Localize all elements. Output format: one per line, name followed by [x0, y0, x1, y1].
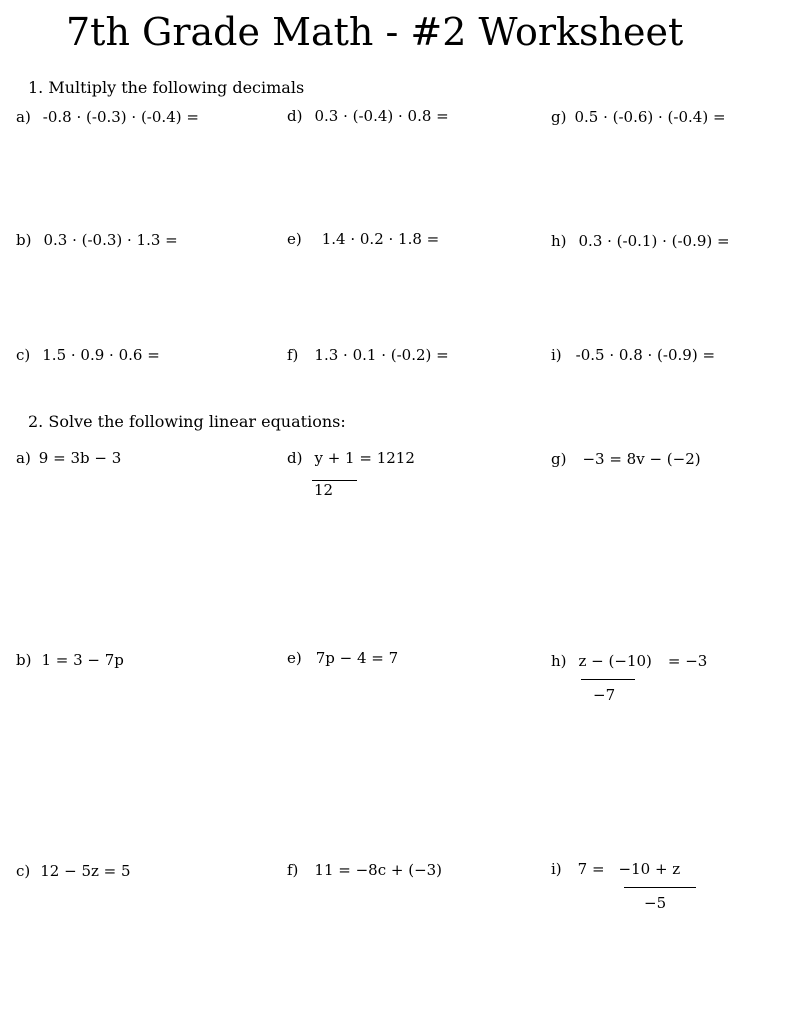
problem-label: b)	[16, 231, 32, 249]
problem-1g	[551, 108, 726, 126]
problem-expression: 1.4 · 0.2 · 1.8 =	[321, 230, 440, 248]
equation-denominator: −5	[644, 894, 667, 912]
problem-expression: 0.3 · (-0.1) · (-0.9) =	[578, 232, 730, 250]
equation-2i	[551, 860, 680, 878]
equation-denominator: 12	[314, 481, 334, 499]
problem-label: e)	[287, 230, 302, 248]
worksheet-title: 7th Grade Math - #2 Worksheet	[66, 10, 684, 54]
problem-label: c)	[16, 346, 31, 364]
equation-2a	[16, 449, 121, 467]
equation-rhs: = −3	[667, 652, 708, 670]
equation-expression: 1 = 3 − 7p	[41, 651, 124, 669]
problem-1f	[287, 346, 449, 364]
equation-expression: 7p − 4 = 7	[315, 649, 399, 667]
problem-label: i)	[551, 346, 562, 364]
section2-heading: 2. Solve the following linear equations:	[28, 412, 346, 431]
problem-1i	[551, 346, 715, 364]
problem-label: h)	[551, 652, 567, 670]
problem-expression: 1.5 · 0.9 · 0.6 =	[42, 346, 160, 364]
problem-expression: 0.5 · (-0.6) · (-0.4) =	[574, 108, 726, 126]
problem-label: c)	[16, 862, 31, 880]
equation-lhs: 7 =	[577, 860, 605, 878]
problem-expression: 0.3 · (-0.3) · 1.3 =	[43, 231, 178, 249]
problem-label: g)	[551, 450, 567, 468]
equation-2g	[551, 450, 701, 468]
problem-expression: 1.3 · 0.1 · (-0.2) =	[314, 346, 449, 364]
problem-expression: 0.3 · (-0.4) · 0.8 =	[314, 107, 449, 125]
problem-label: f)	[287, 346, 299, 364]
equation-2h	[551, 652, 707, 670]
equation-2e	[287, 649, 398, 667]
problem-expression: -0.8 · (-0.3) · (-0.4) =	[42, 108, 199, 126]
problem-1e	[287, 230, 439, 248]
equation-expression: −3 = 8v − (−2)	[582, 450, 701, 468]
problem-1h	[551, 232, 730, 250]
equation-2c	[16, 862, 131, 880]
problem-1a	[16, 108, 199, 126]
equation-denominator: −7	[593, 686, 616, 704]
equation-2b	[16, 651, 124, 669]
fraction-bar	[624, 887, 696, 888]
problem-1c	[16, 346, 160, 364]
equation-expression: 11 = −8c + (−3)	[314, 861, 443, 879]
equation-2d	[287, 449, 415, 467]
problem-label: a)	[16, 108, 31, 126]
problem-label: f)	[287, 861, 299, 879]
equation-numerator: y + 1 = 1212	[314, 449, 415, 467]
problem-label: h)	[551, 232, 567, 250]
fraction-bar	[581, 679, 635, 680]
problem-label: d)	[287, 107, 303, 125]
problem-label: e)	[287, 649, 302, 667]
problem-expression: -0.5 · 0.8 · (-0.9) =	[575, 346, 716, 364]
section1-heading: 1. Multiply the following decimals	[28, 78, 305, 97]
problem-label: b)	[16, 651, 32, 669]
problem-label: a)	[16, 449, 31, 467]
equation-expression: 9 = 3b − 3	[38, 449, 122, 467]
problem-1d	[287, 107, 449, 125]
problem-label: i)	[551, 860, 562, 878]
equation-2f	[287, 861, 442, 879]
equation-numerator: z − (−10)	[578, 652, 652, 670]
problem-label: g)	[551, 108, 567, 126]
equation-numerator: −10 + z	[618, 860, 681, 878]
problem-label: d)	[287, 449, 303, 467]
problem-1b	[16, 231, 178, 249]
equation-expression: 12 − 5z = 5	[40, 862, 131, 880]
